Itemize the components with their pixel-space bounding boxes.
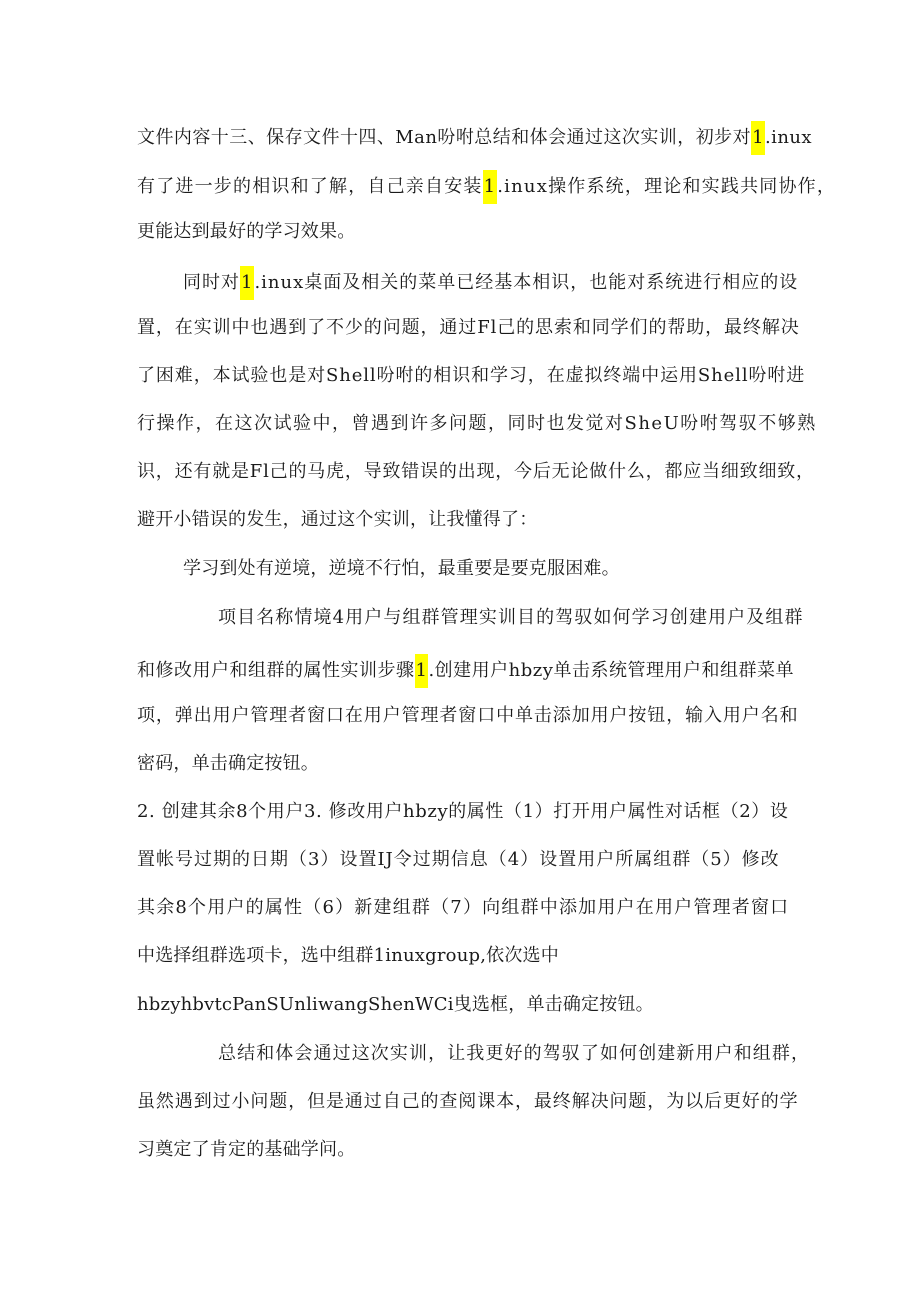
p4-line-2 (137, 654, 794, 688)
text-run: 避开小错误的发生，通过这个实训，让我懂得了： (137, 509, 538, 530)
p2-line-6 (137, 507, 537, 533)
text-run: 了困难，本试验也是对Shell吩咐的相识和学习，在虚拟终端中运用Shell吩咐进 (137, 365, 806, 386)
text-run: .inux操作系统，理论和实践共同协作， (497, 176, 837, 197)
p1-line-2 (137, 170, 836, 204)
text-run: 有了进一步的相识和了解，自己亲自安装 (137, 176, 483, 197)
p6-line-2 (137, 1089, 799, 1115)
text-run: 中选择组群选项卡，选中组群1inuxgroup,依次选中 (137, 945, 559, 966)
text-run: 置帐号过期的日期（3）设置IJ令过期信息（4）设置用户所属组群（5）修改 (137, 849, 780, 870)
text-run: 2. 创建其余8个用户3. 修改用户hbzy的属性（1）打开用户属性对话框（2）设 (137, 801, 789, 822)
p6-line-3 (137, 1137, 355, 1163)
text-run: hbzyhbvtcPanSUnliwangShenWCi曳选框，单击确定按钮。 (137, 994, 654, 1015)
highlighted-run: 1 (483, 170, 498, 204)
text-run: 其余8个用户的属性（6）新建组群（7）向组群中添加用户在用户管理者窗口 (137, 897, 790, 918)
text-run: 更能达到最好的学习效果。 (137, 221, 356, 242)
text-run: 习奠定了肯定的基础学问。 (137, 1139, 356, 1160)
p4-line-4 (137, 751, 319, 777)
text-run: .inux (764, 127, 813, 148)
p4-line-1 (218, 605, 804, 631)
p5-line-2 (137, 847, 780, 873)
text-run: .inux桌面及相关的菜单已经基本相识，也能对系统进行相应的设 (254, 272, 799, 293)
p4-line-3 (137, 703, 799, 729)
p1-line-3 (137, 219, 355, 245)
text-run: 文件内容十三、保存文件十四、Man吩咐总结和体会通过这次实训，初步对 (137, 127, 752, 148)
text-run: 总结和体会通过这次实训，让我更好的驾驭了如何创建新用户和组群， (218, 1043, 811, 1064)
highlighted-run: 1 (415, 654, 429, 688)
highlighted-run: 1 (751, 121, 765, 155)
p6-line-1 (218, 1041, 810, 1067)
p2-line-4 (137, 411, 817, 437)
highlighted-run: 1 (240, 266, 254, 300)
text-run: 学习到处有逆境，逆境不行怕，最重要是要克服困难。 (183, 558, 620, 579)
text-run: 和修改用户和组群的属性实训步骤 (137, 660, 415, 681)
p2-line-3 (137, 363, 805, 389)
p2-line-5 (137, 459, 815, 485)
text-run: 虽然遇到过小问题，但是通过自己的查阅课本，最终解决问题，为以后更好的学 (137, 1091, 799, 1112)
text-run: 同时对 (183, 272, 240, 293)
text-run: 项，弹出用户管理者窗口在用户管理者窗口中单击添加用户按钮，输入用户名和 (137, 705, 799, 726)
p2-line-2 (137, 315, 800, 341)
p2-line-1 (183, 266, 798, 300)
text-run: 置，在实训中也遇到了不少的问题，通过Fl己的思索和同学们的帮助，最终解决 (137, 317, 800, 338)
p5-line-1 (137, 799, 789, 825)
text-run: 识，还有就是Fl己的马虎，导致错误的出现，今后无论做什么，都应当细致细致， (137, 461, 815, 482)
text-run: 行操作，在这次试验中，曾遇到许多问题，同时也发觉对SheU吩咐驾驭不够熟 (137, 413, 817, 434)
p5-line-5 (137, 992, 654, 1018)
p5-line-4 (137, 943, 559, 969)
p1-line-1 (137, 121, 812, 155)
p5-line-3 (137, 895, 789, 921)
p3-line-1 (183, 556, 620, 582)
text-run: .创建用户hbzy单击系统管理用户和组群菜单 (428, 660, 794, 681)
text-run: 项目名称情境4用户与组群管理实训目的驾驭如何学习创建用户及组群 (218, 607, 804, 628)
text-run: 密码，单击确定按钮。 (137, 753, 319, 774)
